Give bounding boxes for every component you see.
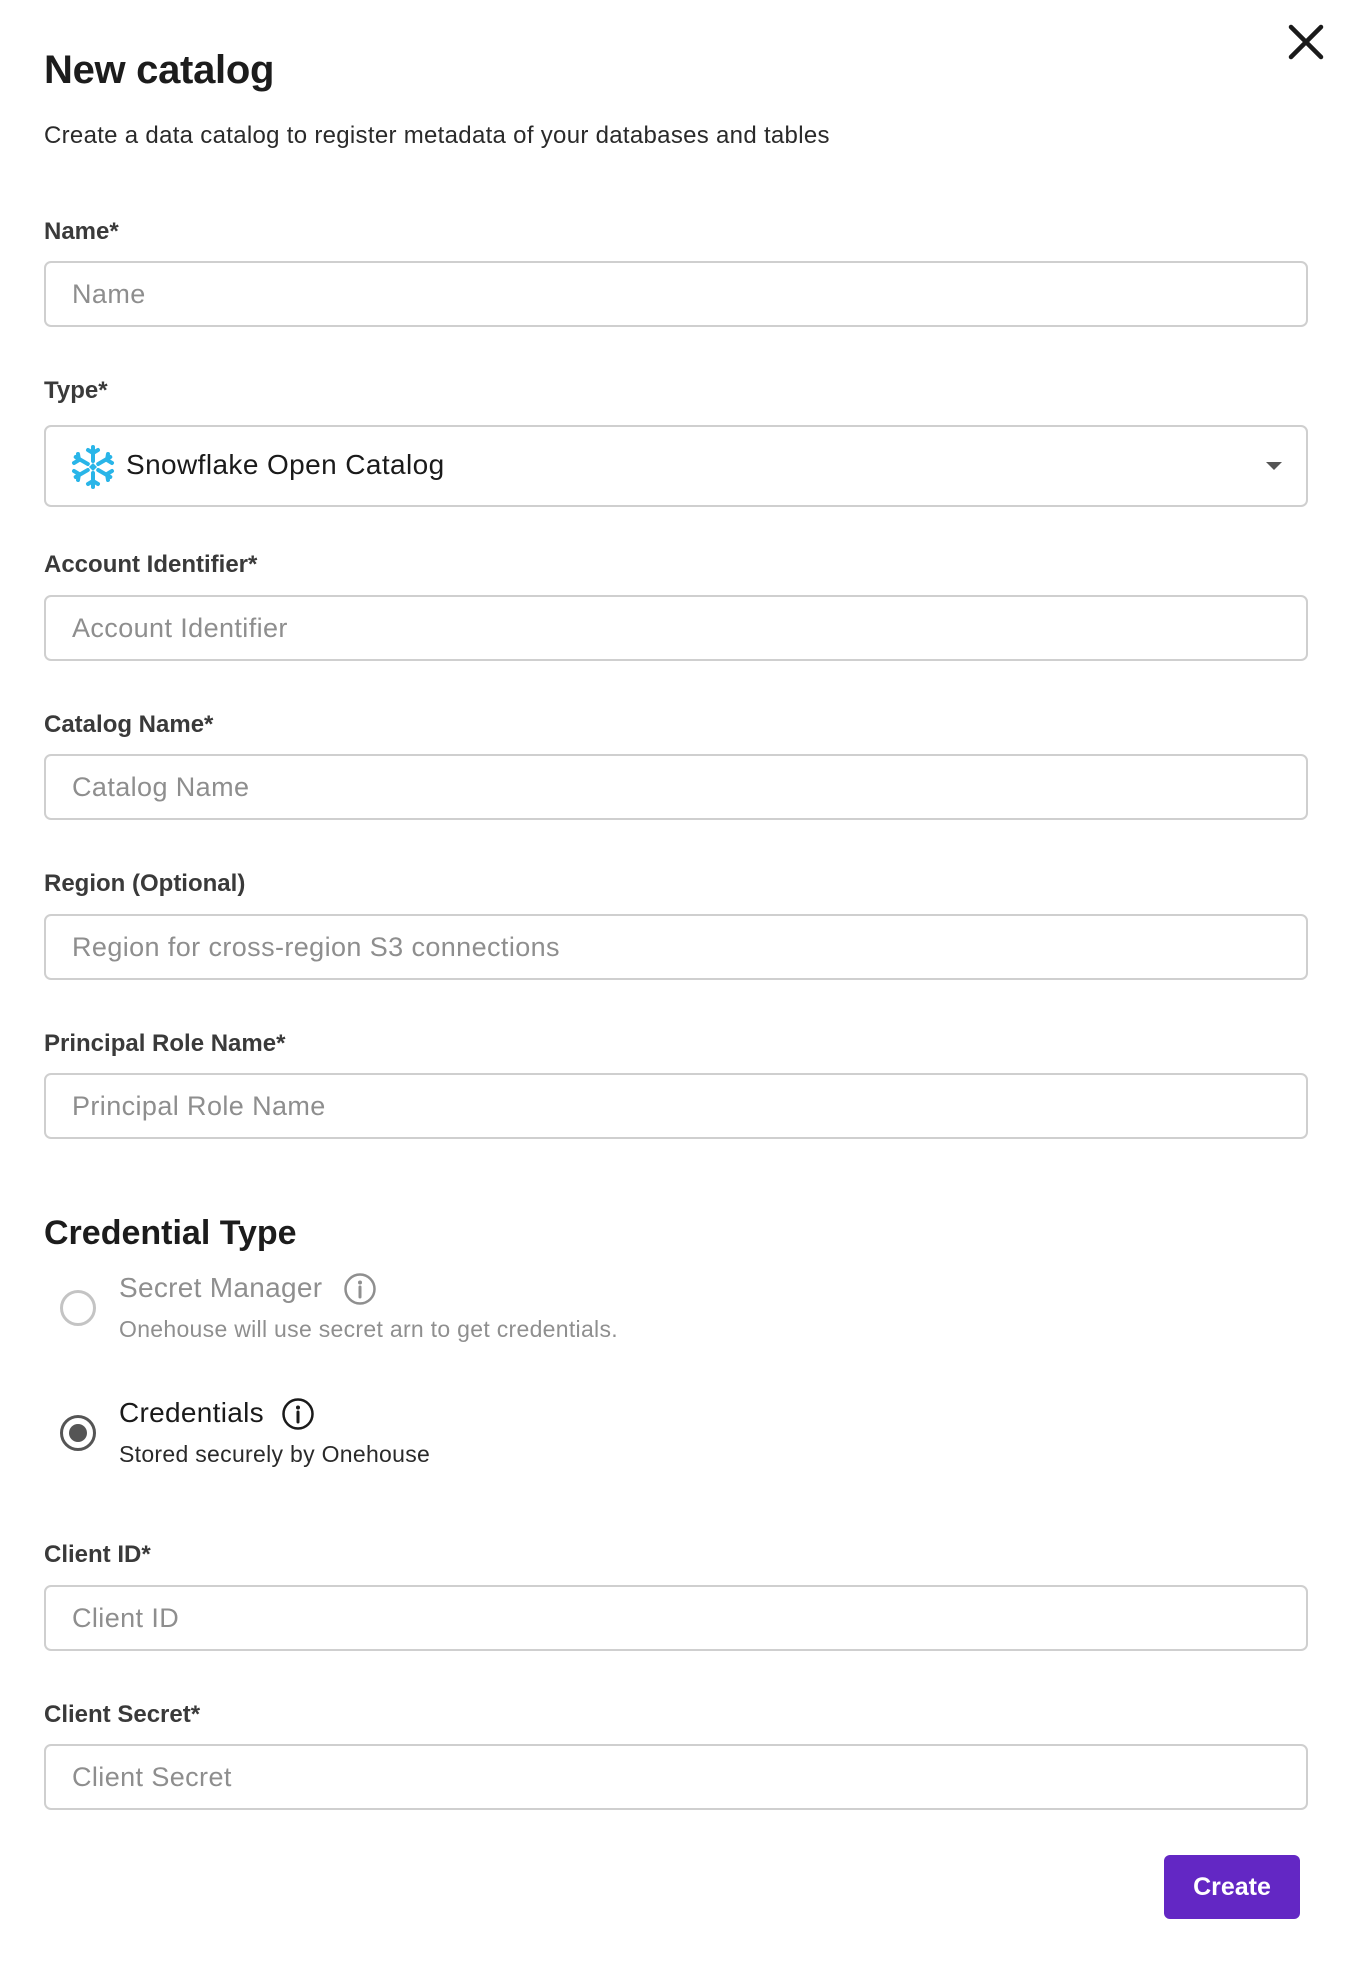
secret-manager-info-icon[interactable] xyxy=(343,1272,377,1306)
account-identifier-input[interactable] xyxy=(44,595,1308,661)
credentials-radio[interactable] xyxy=(60,1415,96,1451)
close-icon xyxy=(1286,22,1326,62)
client-id-input[interactable] xyxy=(44,1585,1308,1651)
client-secret-input[interactable] xyxy=(44,1744,1308,1810)
principal-role-name-label: Principal Role Name* xyxy=(44,1030,286,1057)
region-label: Region (Optional) xyxy=(44,870,246,897)
snowflake-logo-icon xyxy=(70,444,116,490)
secret-manager-description: Onehouse will use secret arn to get credentials. xyxy=(119,1316,618,1342)
secret-manager-radio[interactable] xyxy=(60,1290,96,1326)
credential-type-heading: Credential Type xyxy=(44,1214,297,1252)
modal-title: New catalog xyxy=(44,48,275,92)
principal-role-name-input[interactable] xyxy=(44,1073,1308,1139)
name-label: Name* xyxy=(44,218,119,245)
type-select[interactable] xyxy=(44,425,1308,507)
catalog-name-input[interactable] xyxy=(44,754,1308,820)
client-id-label: Client ID* xyxy=(44,1541,151,1568)
modal-subtitle: Create a data catalog to register metadata of your databases and tables xyxy=(44,122,830,149)
region-input[interactable] xyxy=(44,914,1308,980)
create-button[interactable]: Create xyxy=(1164,1855,1300,1919)
credentials-label: Credentials xyxy=(119,1397,264,1428)
credentials-info-icon[interactable] xyxy=(281,1397,315,1431)
name-input[interactable] xyxy=(44,261,1308,327)
secret-manager-option[interactable] xyxy=(60,1272,780,1362)
credentials-option[interactable] xyxy=(60,1397,780,1487)
close-button[interactable] xyxy=(1286,22,1326,62)
credentials-description: Stored securely by Onehouse xyxy=(119,1441,431,1467)
secret-manager-label: Secret Manager xyxy=(119,1272,323,1303)
type-label: Type* xyxy=(44,377,108,404)
chevron-down-icon xyxy=(1264,459,1284,473)
client-secret-label: Client Secret* xyxy=(44,1701,201,1728)
account-identifier-label: Account Identifier* xyxy=(44,551,258,578)
type-select-value: Snowflake Open Catalog xyxy=(126,449,445,480)
radio-selected-dot xyxy=(69,1424,87,1442)
catalog-name-label: Catalog Name* xyxy=(44,711,214,738)
